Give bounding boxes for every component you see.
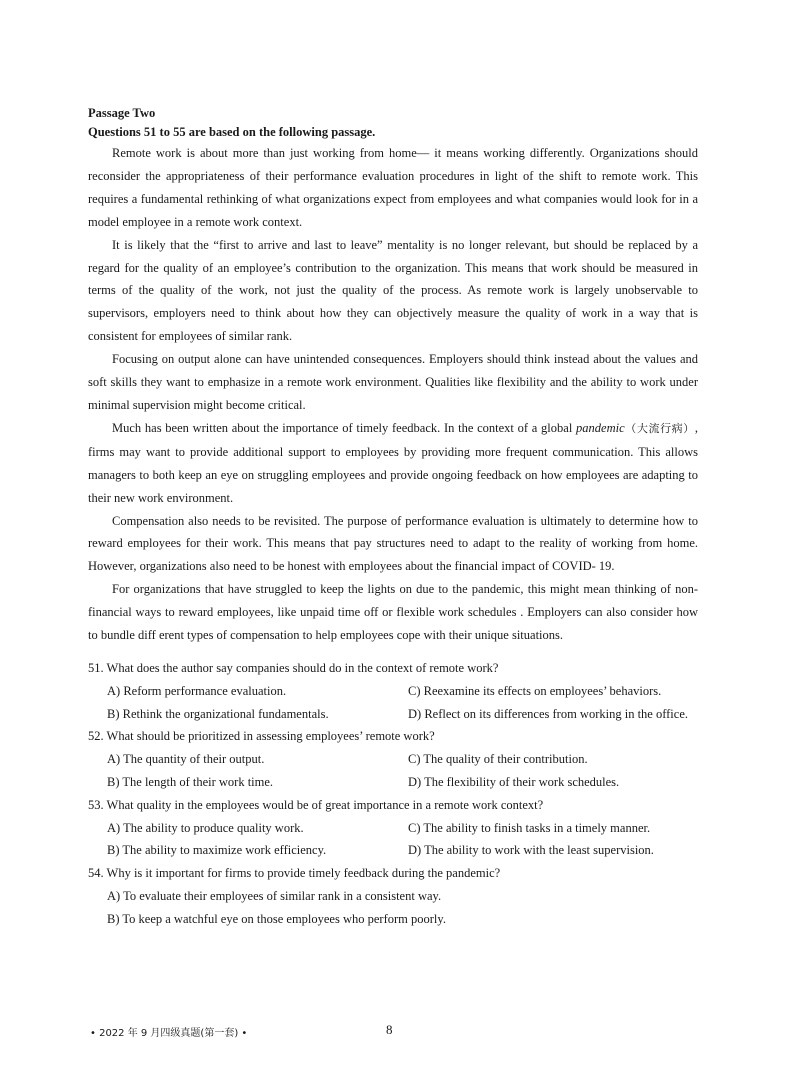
question-stem: 54. Why is it important for firms to provide timely feedback during the pandemic?: [88, 866, 501, 881]
exam-source-label: • 2022 年 9 月四级真题(第一套) •: [90, 1028, 248, 1039]
question-stem: 51. What does the author say companies should do in the context of remote work?: [88, 660, 499, 675]
chinese-gloss: （大流行病）: [624, 421, 695, 435]
option-c: C) Reexamine its effects on employees’ behaviors.: [408, 683, 662, 698]
question-52: [88, 725, 698, 793]
passage-content: [88, 104, 698, 931]
question-stem: 53. What quality in the employees would be of great importance in a remote work context?: [88, 797, 544, 812]
passage-instruction: Questions 51 to 55 are based on the following passage.: [88, 125, 376, 139]
paragraph-4-feedback: [88, 417, 698, 510]
option-d: D) The flexibility of their work schedules.: [408, 774, 620, 789]
option-c: C) The quality of their contribution.: [408, 752, 588, 767]
option-d: D) The ability to work with the least supervision.: [408, 843, 654, 858]
paragraph-4-lead: Much has been written about the importance of timely feedback. In the context of a global: [112, 420, 577, 435]
option-b: B) The length of their work time.: [107, 774, 274, 789]
option-b: B) To keep a watchful eye on those employees who perform poorly.: [107, 911, 446, 926]
option-grid: [88, 680, 698, 726]
option-grid: [88, 817, 698, 863]
question-51: [88, 657, 698, 725]
paragraph-5: Compensation also needs to be revisited. The purpose of performance evaluation is ultimately to determine how to reward employees for their work. This means that pay structures need to adapt to the reality of working from home. However, organizations also need to be honest with employees about the financial impact of COVID- 19.: [88, 513, 698, 574]
question-stem: 52. What should be prioritized in assessing employees’ remote work?: [88, 729, 435, 744]
paragraph-6: For organizations that have struggled to keep the lights on due to the pandemic, this might mean thinking of non- financial ways to reward employees, like unpaid time off or flexible work schedules . Employers can also consider how to bundle diff erent types of compensation to help employees cope with their unique situations.: [88, 582, 698, 643]
option-a: A) The ability to produce quality work.: [107, 820, 304, 835]
paragraph-2: It is likely that the “first to arrive and last to leave” mentality is no longer relevant, but should be replaced by a regard for the quality of an employee’s contribution to the organization. This means that work should be measured in terms of the quality of the work, not just the quality of the process. As remote work is largely unobservable to supervisors, employers need to think about how they can objectively measure the quality of work in a way that is consistent for employees of similar rank.: [88, 237, 698, 344]
option-a: A) Reform performance evaluation.: [107, 683, 287, 698]
paragraph-4-rest: , firms may want to provide additional support to employees by providing more frequent communication. This allows managers to both keep an eye on struggling employees and provide ongoing feedback on how employees are adapting to their new work environment.: [88, 420, 699, 505]
passage-title: Passage Two: [88, 106, 156, 120]
question-list: [88, 657, 698, 931]
paragraph-3: Focusing on output alone can have unintended consequences. Employers should think instead about the values and soft skills they want to emphasize in a remote work environment. Qualities like flexibility and the ability to work under minimal supervision might become critical.: [88, 352, 698, 412]
option-b: B) Rethink the organizational fundamentals.: [107, 706, 329, 721]
glossed-word: pandemic: [576, 420, 625, 435]
paragraph-1: Remote work is about more than just working from home— it means working differently. Organizations should reconsider the appropriateness of their performance evaluation procedures in light of the shift to remote work. This requires a fundamental rethinking of what organizations expect from employees and what companies would look for in a model employee in a remote work context.: [88, 146, 698, 229]
option-list: [88, 885, 698, 931]
option-grid: [88, 748, 698, 794]
option-a: A) To evaluate their employees of similar rank in a consistent way.: [107, 888, 442, 903]
option-c: C) The ability to finish tasks in a timely manner.: [408, 820, 651, 835]
question-54: [88, 862, 698, 930]
option-a: A) The quantity of their output.: [107, 752, 265, 767]
option-d: D) Reflect on its differences from working in the office.: [408, 706, 689, 721]
option-b: B) The ability to maximize work efficiency.: [107, 843, 327, 858]
page-number: 8: [386, 1022, 393, 1037]
question-53: [88, 794, 698, 862]
